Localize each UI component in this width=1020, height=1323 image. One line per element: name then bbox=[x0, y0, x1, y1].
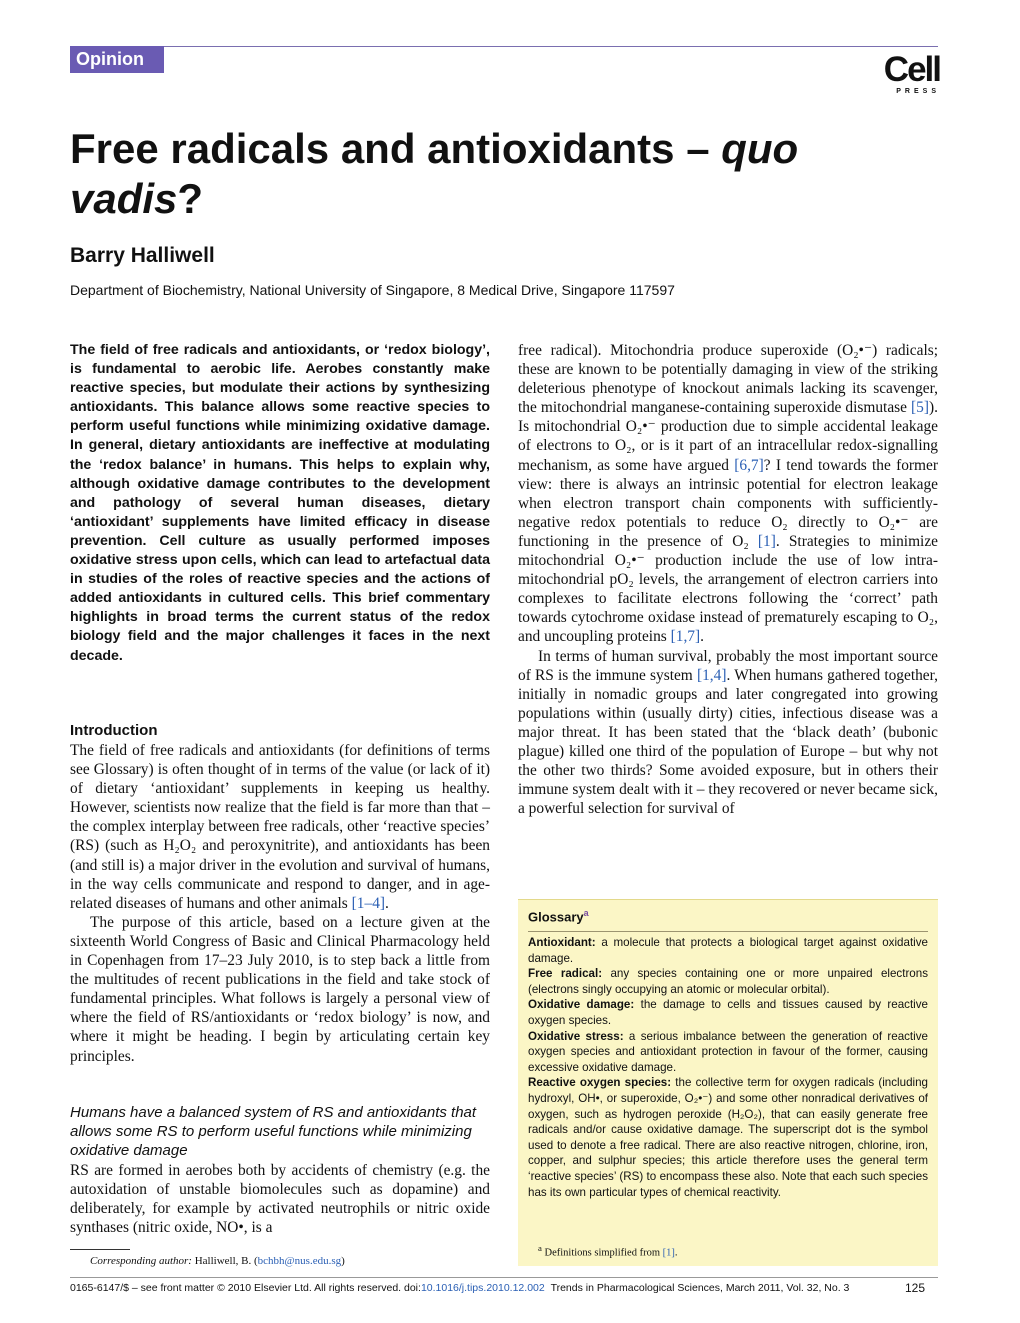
glossary-entry bbox=[528, 935, 928, 966]
footnote-mark: a bbox=[538, 1243, 542, 1253]
glossary-entries bbox=[528, 935, 928, 1200]
affiliation: Department of Biochemistry, National University of Singapore, 8 Medical Drive, Singapore 117597 bbox=[70, 282, 675, 298]
header-rule bbox=[70, 46, 938, 47]
glossary-footnote-mark: a bbox=[583, 908, 589, 918]
right-r4: . Strategies to minimize mitochondrial O₂•⁻ production include the use of low intra-mitochondrial pO₂ levels, the arrangement of electron carriers into complexes to facilitate electrons following the ‘correct’ path towards cytochrome oxidase instead of prematurely escaping to O₂, and uncoupling proteins bbox=[518, 532, 938, 646]
citation-link[interactable]: [1,4] bbox=[696, 666, 727, 684]
citation-link[interactable]: [1,7] bbox=[670, 628, 701, 646]
glossary-definition: the damage to cells and tissues caused by reactive oxygen species. bbox=[528, 998, 928, 1027]
citation-link[interactable]: [1] bbox=[757, 532, 776, 550]
rs-paragraph bbox=[70, 1161, 490, 1237]
citation-link[interactable]: [5] bbox=[911, 399, 929, 417]
glossary-term: Free radical: bbox=[528, 967, 603, 981]
author-name: Barry Halliwell bbox=[70, 244, 215, 267]
page-number: 125 bbox=[905, 1281, 926, 1295]
right-r2: ). Is mitochondrial O₂•⁻ production due to simple accidental leakage of electrons to O₂, or is it part of an intracellular redox-signalling mechanism, as some have argued bbox=[518, 399, 938, 474]
glossary-title: Glossary bbox=[528, 909, 584, 925]
citation-link[interactable]: [1–4] bbox=[351, 894, 386, 912]
footnote-rule bbox=[70, 1249, 130, 1250]
glossary-entry bbox=[528, 1029, 928, 1076]
glossary-definition: a serious imbalance between the generation of reactive oxygen species and antioxidant protection in favour of the former, causing excessive oxidative damage. bbox=[528, 1029, 928, 1074]
section-tab: Opinion bbox=[70, 46, 164, 73]
glossary-term: Oxidative damage: bbox=[528, 998, 635, 1012]
corresponding-author: Corresponding author: Halliwell, B. (bchbh@nus.edu.sg) bbox=[90, 1255, 345, 1267]
glossary-definition: the collective term for oxygen radicals (including hydroxyl, OH•, or superoxide, O₂•⁻) and some other nonradical derivatives of oxygen, such as hydrogen peroxide (H₂O₂), that can easily generate free radicals and/or cause oxidative damage. The superscript dot is the symbol used to denote a free radical. There are also reactive nitrogen, chlorine, iron, copper, and sulphur species; this article therefore uses the general term ‘reactive species’ (RS) to encompass these also. Note that each such species has its own particular types of chemical reactivity. bbox=[528, 1076, 928, 1199]
logo-press: PRESS bbox=[896, 88, 940, 95]
right-r5: In terms of human survival, probably the most important source of RS is the immune system bbox=[518, 647, 938, 684]
glossary-entry bbox=[528, 1075, 928, 1200]
page-footer bbox=[70, 1282, 938, 1294]
title-end: ? bbox=[177, 175, 204, 222]
logo-word: Cell bbox=[883, 50, 940, 89]
glossary-rule bbox=[528, 931, 928, 932]
abstract: The field of free radicals and antioxidants, or ‘redox biology’, is fundamental to aerobic life. Aerobes constantly make reactive species, but modulate their actions by synthesizing antioxidants. This balance allows some reactive species to perform useful functions while minimizing oxidative damage. In general, dietary antioxidants are ineffective at modulating the ‘redox balance’ in humans. This helps to explain why, although oxidative damage contributes to the development and pathology of several human diseases, dietary ‘antioxidant’ supplements have limited efficacy in disease prevention. Cell culture as usually performed imposes oxidative stress upon cells, which can lead to artefactual data in studies of the roles of reactive species and the actions of added antioxidants in cultured cells. This brief commentary highlights in broad terms the current status of the redox biology field and the major challenges it faces in the next decade. bbox=[70, 342, 490, 664]
right-column-text bbox=[518, 341, 938, 818]
glossary-term: Reactive oxygen species: bbox=[528, 1076, 672, 1090]
title-italic: quo vadis bbox=[70, 125, 799, 222]
glossary-definition: a molecule that protects a biological target against oxidative damage. bbox=[528, 936, 928, 965]
intro-heading: Introduction bbox=[70, 722, 158, 739]
article-title bbox=[70, 124, 940, 224]
intro-paragraph-1: The field of free radicals and antioxidants (for definitions of terms see Glossary) is often thought of in terms of the value (or lack of it) of dietary ‘antioxidant’ supplements in keeping us healthy. However, scientists now realize that the field is far more than that – the complex interplay between free radicals, other ‘reactive species’ (RS) (such as H₂O₂ and peroxynitrite), and antioxidants has been (and still is) a major driver in the evolution and survival of humans, in the way cells communicate and respond to danger, and in age-related diseases of humans and other animals [1–4]. bbox=[70, 742, 490, 912]
citation-link[interactable]: [6,7] bbox=[734, 456, 764, 474]
glossary-entry bbox=[528, 966, 928, 997]
title-main: Free radicals and antioxidants – bbox=[70, 125, 722, 172]
glossary-entry bbox=[528, 997, 928, 1028]
right-r3: ? I tend towards the former view: there is always an intrinsic potential for electron leakage when electron transport chain components with sufficiently-negative redox potentials to reduce O₂ directly to O₂•⁻ are functioning in the presence of O₂ bbox=[518, 456, 938, 550]
email-link[interactable]: bchbh@nus.edu.sg bbox=[257, 1255, 342, 1267]
corresponding-label: Corresponding author: bbox=[90, 1255, 192, 1267]
intro-paragraph-2: The purpose of this article, based on a lecture given at the sixteenth World Congress of Basic and Clinical Pharmacology held in Copenhagen from 17–23 July 2010, is to step back a little from the multitudes of recent publications in the field and take stock of fundamental principles. What follows is largely a personal view of where the field of RS/antioxidants or ‘redox biology’ is now, and where it might be heading. I begin by articulating certain key principles. bbox=[70, 913, 490, 1065]
right-paragraph-1: free radical). Mitochondria produce superoxide (O₂•⁻) radicals; these are known to be potentially damaging in view of the striking deleterious phenotype of knockout animals lacking its scavenger, the mitochondrial manganese-containing superoxide dismutase [5]). Is mitochondrial O₂•⁻ production due to simple accidental leakage of electrons to O₂, or is it part of an intracellular redox-signalling mechanism, as some have argued [6,7]? I tend towards the former view: there is always an intrinsic potential for electron leakage when electron transport chain components with sufficiently-negative redox potentials to reduce O₂ directly to O₂•⁻ are functioning in the presence of O₂ [1]. Strategies to minimize mitochondrial O₂•⁻ production include the use of low intra-mitochondrial pO₂ levels, the arrangement of electron carriers into complexes to facilitate electrons following the ‘correct’ path towards cytochrome oxidase instead of prematurely escaping to O₂, and uncoupling proteins [1,7]. bbox=[518, 342, 938, 646]
copyright-text: 0165-6147/$ – see front matter © 2010 Elsevier Ltd. All rights reserved. doi: bbox=[70, 1282, 421, 1294]
cell-press-logo bbox=[878, 52, 940, 96]
glossary-heading bbox=[528, 908, 589, 924]
right-paragraph-2 bbox=[518, 647, 938, 819]
glossary-term: Antioxidant: bbox=[528, 936, 596, 949]
rs-paragraph-text: RS are formed in aerobes both by accidents of chemistry (e.g. the autoxidation of unstable biomolecules such as dopamine) and deliberately, for example by activated neutrophils or nitric oxide synthases (nitric oxide, NO•, is a bbox=[70, 1162, 490, 1237]
right-r1: free radical). Mitochondria produce superoxide (O₂•⁻) radicals; these are known to be potentially damaging in view of the striking deleterious phenotype of knockout animals lacking its scavenger, the mitochondrial manganese-containing superoxide dismutase bbox=[518, 342, 938, 417]
glossary-footnote: $^a$ Definitions simplified from [1]. bbox=[538, 1243, 678, 1259]
subsection-heading: Humans have a balanced system of RS and antioxidants that allows some RS to perform useful functions while minimizing oxidative damage bbox=[70, 1104, 477, 1159]
footnote-text: Definitions simplified from bbox=[544, 1247, 661, 1259]
citation-link[interactable]: [1] bbox=[662, 1247, 675, 1259]
doi-link[interactable]: 10.1016/j.tips.2010.12.002 bbox=[420, 1282, 545, 1294]
intro-p1-text: The field of free radicals and antioxidants (for definitions of terms see Glossary) is often thought of in terms of the value (or lack of it) of dietary ‘antioxidant’ supplements in keeping us healthy. However, scientists now realize that the field is far more than that – the complex interplay between free radicals, other ‘reactive species’ (RS) (such as H₂O₂ and peroxynitrite), and antioxidants has been (and still is) a major driver in the evolution and survival of humans, in the way cells communicate and respond to danger, and in age-related diseases of humans and other animals bbox=[70, 742, 490, 912]
footer-rule bbox=[70, 1277, 938, 1278]
corresponding-name: Halliwell, B. bbox=[194, 1255, 252, 1267]
journal-citation: Trends in Pharmacological Sciences, March 2011, Vol. 32, No. 3 bbox=[550, 1282, 850, 1294]
right-r6: . When humans gathered together, initially in nomadic groups and later congregated into growing populations within (usually dirty) cities, infectious disease was a major threat. It has been stated that the ‘black death’ (bubonic plague) killed one third of the population of Europe – but why not the other two thirds? Some avoided exposure, but in others their immune system dealt with it – they recovered or never became sick, a powerful selection for survival of bbox=[518, 666, 938, 818]
glossary-box bbox=[518, 899, 938, 1266]
intro-text bbox=[70, 741, 490, 1066]
glossary-term: Oxidative stress: bbox=[528, 1029, 624, 1043]
glossary-definition: any species containing one or more unpaired electrons (electrons singly occupying an atomic or molecular orbital). bbox=[528, 967, 928, 996]
